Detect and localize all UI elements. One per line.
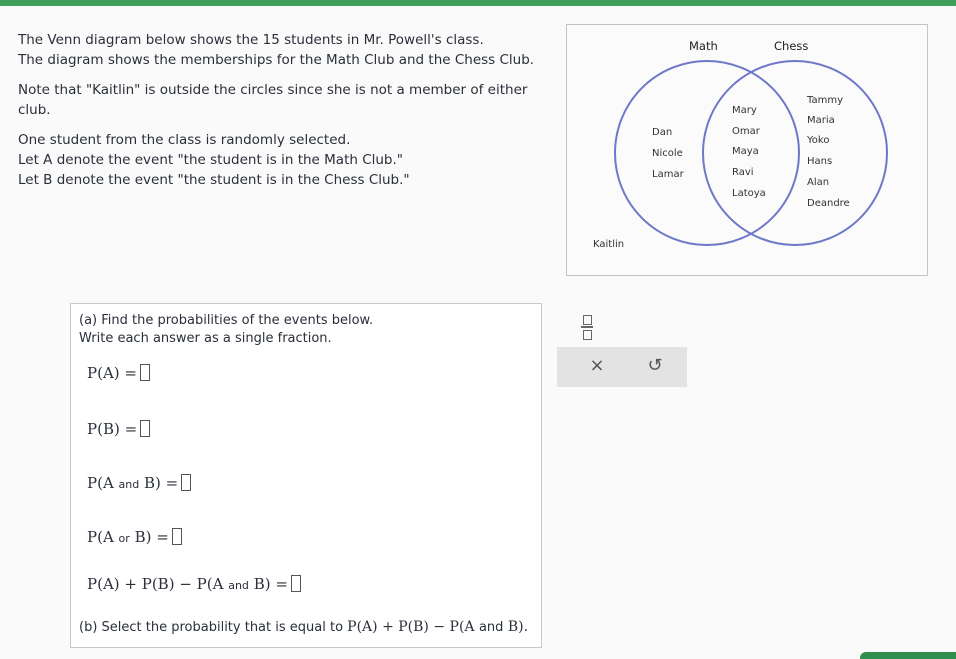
part-b-question: [79, 619, 528, 635]
equation-label: P(A) =: [87, 364, 137, 382]
answer-box-p-a[interactable]: [140, 364, 150, 381]
clear-icon[interactable]: ×: [589, 355, 605, 376]
part-b-prefix: (b) Select the probability that is equal to: [79, 620, 348, 635]
probability-row-a-or-b: [87, 528, 182, 546]
intro-line: Let B denote the event "the student is in the Chess Club.": [18, 172, 410, 188]
venn-name-chess-only: Alan: [807, 177, 830, 188]
bottom-accent-bar: [860, 652, 956, 659]
probability-row-a: [87, 364, 150, 382]
venn-name-both: Latoya: [732, 188, 766, 199]
venn-name-math-only: Lamar: [652, 169, 684, 180]
fraction-icon[interactable]: [579, 315, 595, 341]
venn-diagram: [566, 24, 928, 276]
part-b-expression: B).: [503, 619, 529, 635]
answer-box-p-b[interactable]: [140, 420, 150, 437]
part-a-panel: [70, 303, 542, 611]
top-accent-bar: [0, 0, 956, 6]
equation-label: B) =: [139, 474, 179, 492]
venn-name-both: Omar: [732, 126, 760, 137]
math-tool-panel: [557, 303, 687, 395]
venn-name-both: Mary: [732, 105, 757, 116]
equation-label: B) =: [129, 528, 169, 546]
part-b-expression: P(A) + P(B) − P(A: [347, 619, 479, 635]
equation-label: B) =: [248, 575, 288, 593]
probability-row-sum: [87, 575, 301, 593]
equation-label: P(A) + P(B) − P(A: [87, 575, 229, 593]
equation-word: and: [228, 579, 249, 592]
part-b-panel: [70, 609, 542, 648]
equation-label: P(B) =: [87, 420, 138, 438]
venn-name-chess-only: Deandre: [807, 198, 850, 209]
venn-name-math-only: Dan: [652, 127, 673, 138]
venn-name-both: Maya: [732, 146, 759, 157]
venn-name-outside: Kaitlin: [593, 239, 625, 250]
chess-circle: [703, 61, 887, 245]
intro-line: The Venn diagram below shows the 15 students in Mr. Powell's class.: [18, 32, 484, 48]
intro-line: The diagram shows the memberships for the Math Club and the Chess Club.: [18, 52, 535, 68]
part-b-expression-word: and: [478, 620, 504, 635]
part-a-instruction-line: (a) Find the probabilities of the events below.: [79, 313, 374, 328]
equation-label: P(A: [87, 474, 119, 492]
venn-name-math-only: Nicole: [652, 148, 683, 159]
answer-box-p-sum[interactable]: [291, 575, 301, 592]
venn-name-chess-only: Tammy: [807, 95, 843, 106]
equation-label: P(A: [87, 528, 119, 546]
math-circle-label: Math: [689, 39, 718, 53]
venn-name-chess-only: Hans: [807, 156, 833, 167]
venn-name-chess-only: Yoko: [807, 135, 830, 146]
math-circle: [615, 61, 799, 245]
part-a-instruction-line: Write each answer as a single fraction.: [79, 331, 332, 346]
venn-svg: [567, 25, 927, 275]
tool-action-bar: [557, 347, 687, 387]
venn-name-both: Ravi: [732, 167, 754, 178]
equation-word: and: [118, 478, 140, 491]
part-a-instructions: [79, 312, 373, 348]
chess-circle-label: Chess: [774, 39, 809, 53]
venn-name-chess-only: Maria: [807, 115, 835, 126]
answer-box-p-a-and-b[interactable]: [181, 474, 191, 491]
intro-line: One student from the class is randomly selected.: [18, 132, 351, 148]
probability-row-b: [87, 420, 150, 438]
probability-row-a-and-b: [87, 474, 191, 492]
intro-line: Note that "Kaitlin" is outside the circles since she is not a member of either club.: [18, 82, 528, 118]
intro-line: Let A denote the event "the student is in the Math Club.": [18, 152, 404, 168]
problem-statement: [18, 30, 563, 190]
answer-box-p-a-or-b[interactable]: [172, 528, 182, 545]
undo-icon[interactable]: ↺: [647, 355, 663, 376]
equation-word: or: [118, 532, 130, 545]
